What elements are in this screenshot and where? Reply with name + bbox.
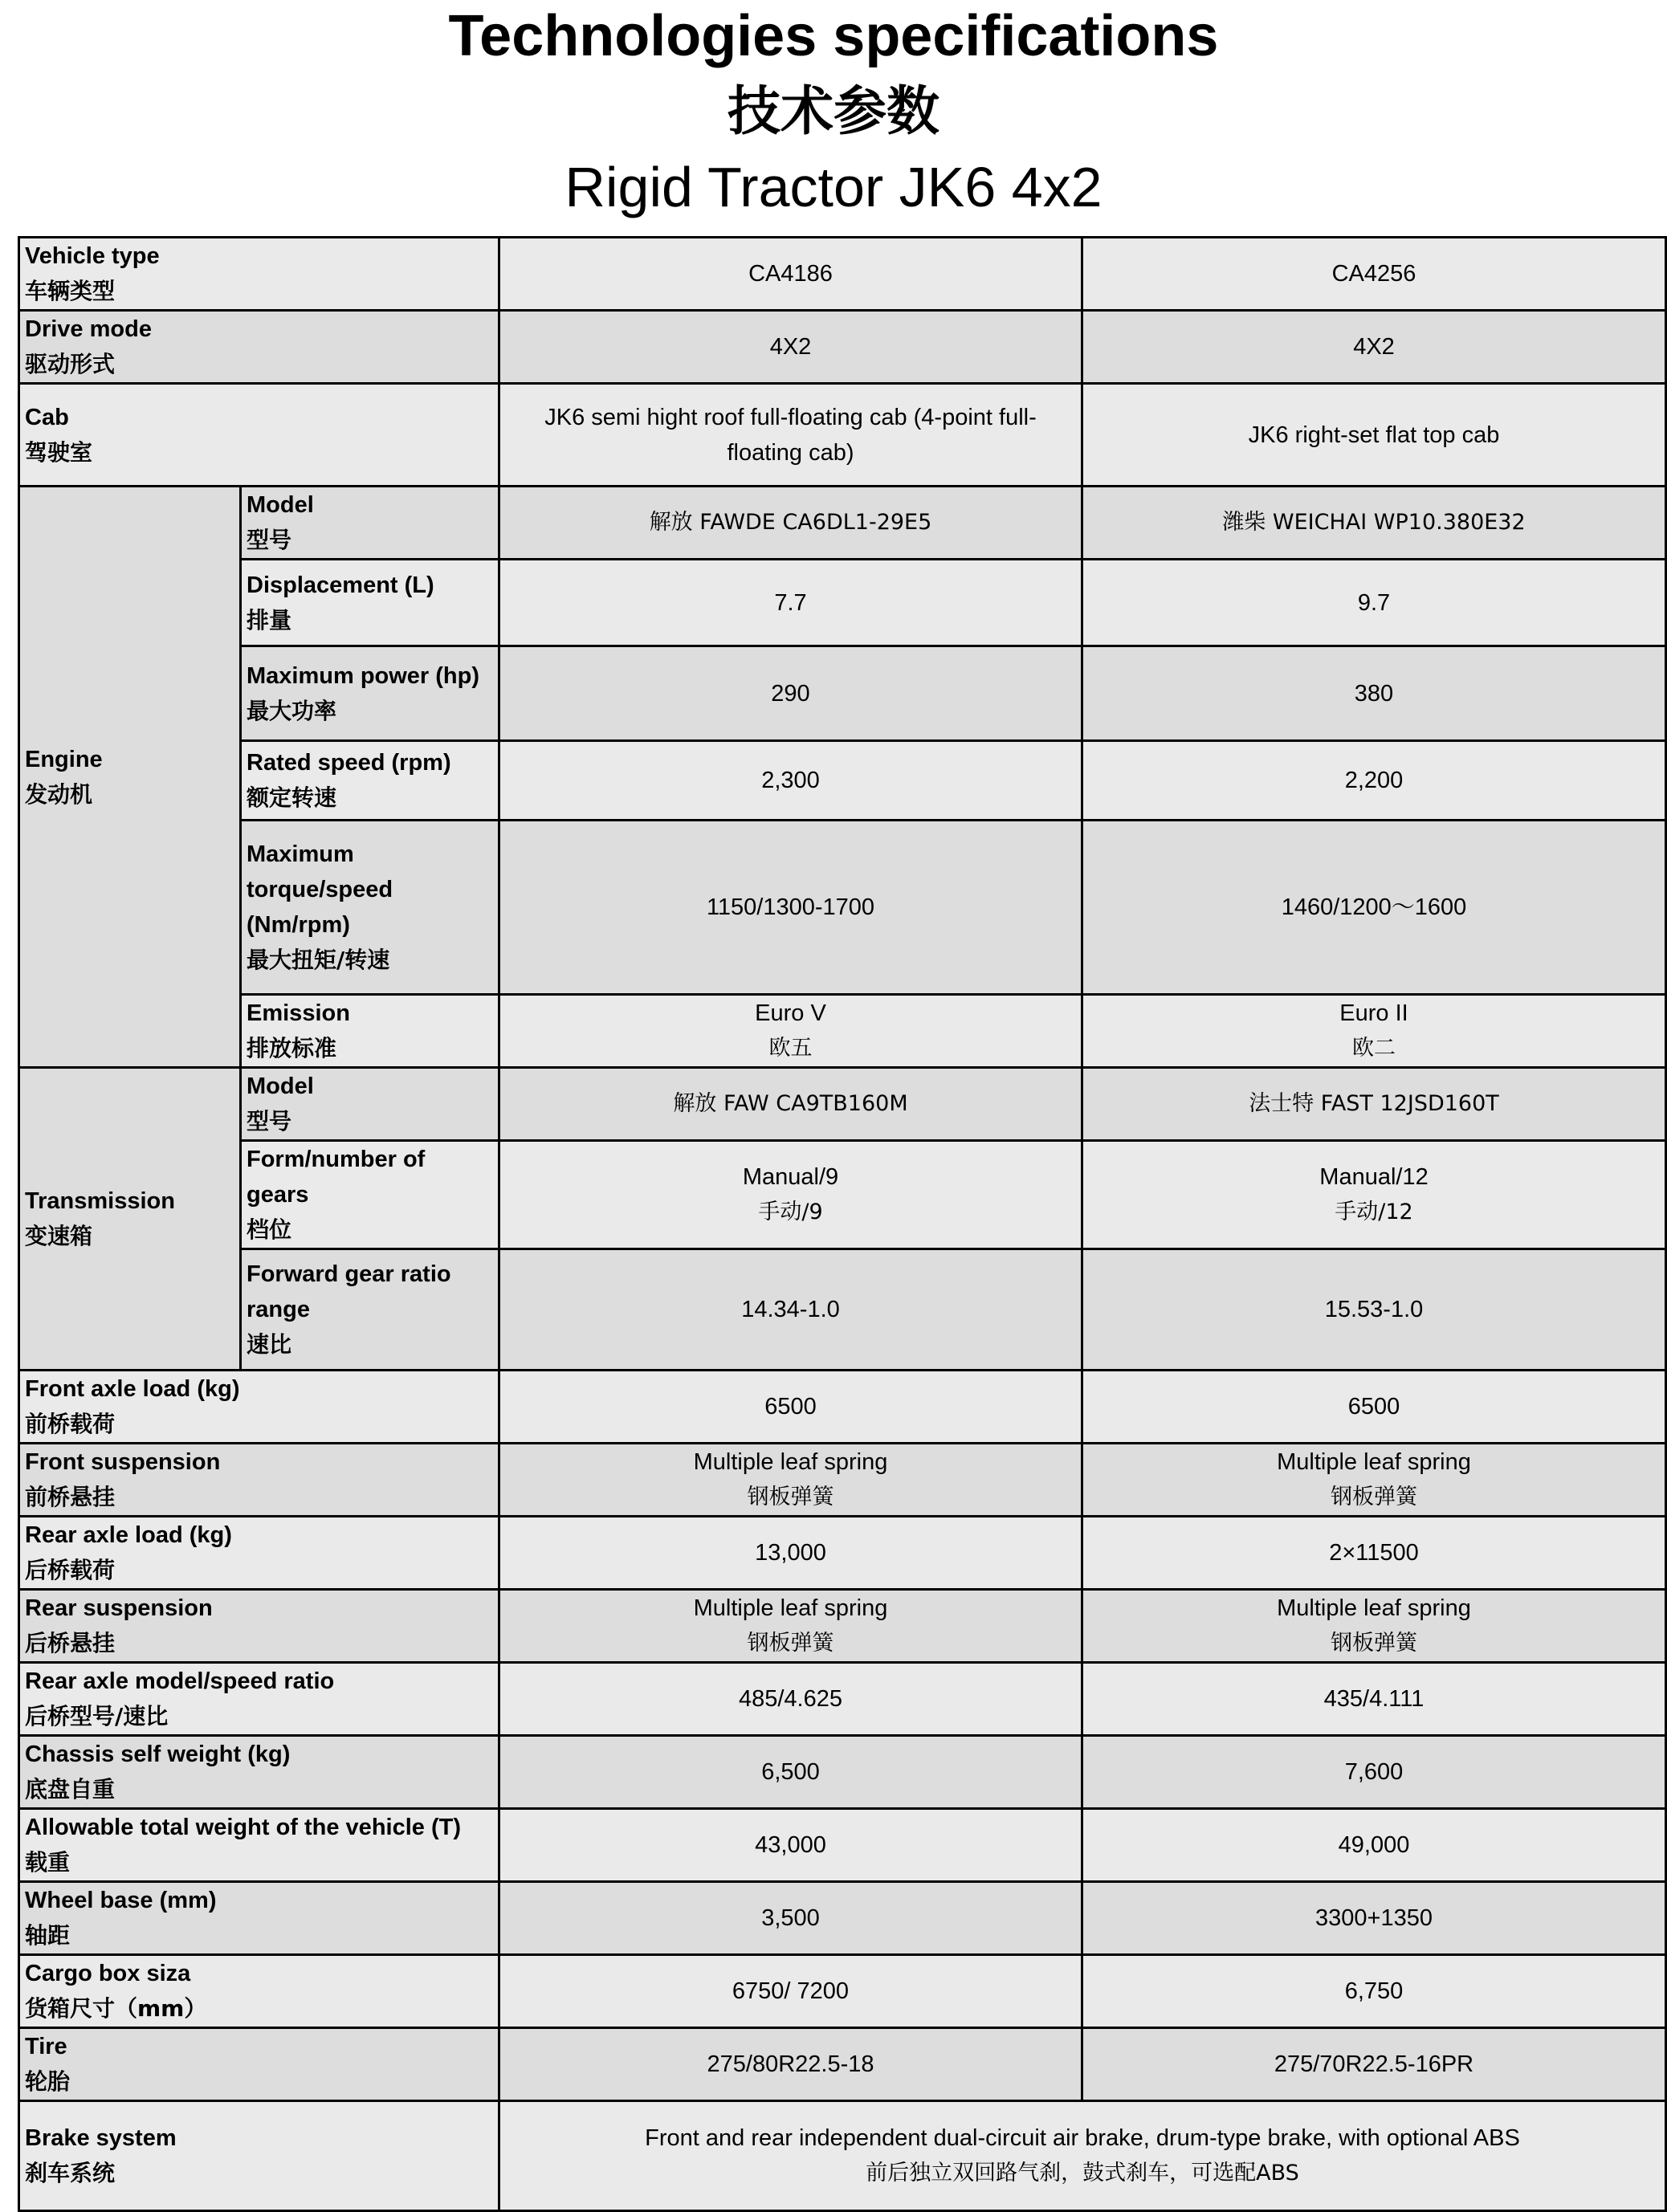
- table-row: [19, 995, 1666, 1068]
- spec-value: [499, 1371, 1082, 1444]
- spec-label-cn: 最大功率: [247, 697, 337, 724]
- spec-label-en: Maximum power (hp): [247, 662, 480, 689]
- spec-label-en: Vehicle type: [25, 243, 160, 269]
- table-row: [19, 238, 1666, 311]
- spec-value-line: 290: [771, 680, 810, 707]
- spec-value: [1082, 995, 1666, 1068]
- spec-label: [241, 487, 499, 560]
- spec-value: [1082, 1444, 1666, 1517]
- spec-value-line: 钢板弹簧: [747, 1631, 834, 1656]
- spec-value-line: JK6 right-set flat top cab: [1248, 422, 1500, 448]
- spec-value-line: 15.53-1.0: [1324, 1297, 1424, 1322]
- spec-value-line: 手动/9: [758, 1200, 823, 1224]
- spec-value: [1082, 1249, 1666, 1371]
- table-row: [19, 560, 1666, 646]
- table-row: [19, 1882, 1666, 1955]
- spec-label: [241, 821, 499, 995]
- table-row: [19, 821, 1666, 995]
- spec-label-en: Front axle load (kg): [25, 1376, 240, 1402]
- spec-value: [1082, 741, 1666, 821]
- spec-value-line: floating cab): [727, 439, 854, 466]
- group-label-en: Transmission: [25, 1188, 175, 1214]
- spec-label-en: Allowable total weight of the vehicle (T): [25, 1815, 461, 1840]
- spec-value: [1082, 1517, 1666, 1590]
- page-title: Technologies specifications: [448, 4, 1219, 68]
- spec-value-line: 6,500: [761, 1759, 820, 1785]
- spec-value-line: Multiple leaf spring: [1277, 1449, 1471, 1475]
- spec-label-cn: 前桥悬挂: [25, 1484, 116, 1510]
- spec-label: [19, 1736, 499, 1809]
- spec-label-en: Model: [247, 1073, 314, 1099]
- spec-value-line: 4X2: [769, 334, 812, 360]
- spec-label-cn: 型号: [247, 1108, 292, 1135]
- spec-value-line: 1150/1300-1700: [706, 894, 875, 920]
- spec-label-cn: 驱动形式: [25, 351, 116, 377]
- spec-label: [19, 1663, 499, 1736]
- spec-value-line: 潍柴 WEICHAI WP10.380E32: [1222, 510, 1526, 535]
- spec-label-cn: 货箱尺寸（mm）: [25, 1995, 207, 2022]
- spec-value: [499, 487, 1082, 560]
- spec-value-line: 钢板弹簧: [747, 1485, 834, 1509]
- spec-value: [499, 1517, 1082, 1590]
- spec-value: [499, 1882, 1082, 1955]
- group-label-en: Engine: [25, 746, 103, 772]
- spec-label: [19, 238, 499, 311]
- spec-value: [1082, 1736, 1666, 1809]
- spec-label-cn: 排放标准: [247, 1035, 337, 1061]
- spec-label-cn: 后桥型号/速比: [25, 1703, 169, 1729]
- spec-value-line: Multiple leaf spring: [693, 1449, 888, 1475]
- spec-value: [499, 1809, 1082, 1882]
- spec-value: [1082, 1663, 1666, 1736]
- spec-value-line: CA4186: [748, 261, 833, 287]
- spec-label: [19, 1517, 499, 1590]
- spec-label-en: Cab: [25, 404, 69, 430]
- spec-value-line: 43,000: [755, 1832, 826, 1858]
- table-row: [19, 1663, 1666, 1736]
- spec-label: [19, 1371, 499, 1444]
- spec-value-line: 13,000: [755, 1540, 826, 1566]
- spec-value: [499, 311, 1082, 384]
- spec-label-cn: 后桥悬挂: [25, 1630, 116, 1656]
- spec-value: [499, 1068, 1082, 1141]
- spec-value: [499, 741, 1082, 821]
- table-row: [19, 2028, 1666, 2101]
- spec-value-line: 钢板弹簧: [1331, 1631, 1417, 1656]
- spec-value-line: Front and rear independent dual-circuit air brake, drum-type brake, with optional ABS: [645, 2125, 1520, 2151]
- table-row: [19, 741, 1666, 821]
- spec-value-line: 欧五: [768, 1036, 813, 1061]
- spec-label: [19, 1882, 499, 1955]
- spec-label: [19, 2028, 499, 2101]
- spec-value-line: JK6 semi hight roof full-floating cab (4-point full-: [544, 404, 1037, 430]
- spec-value: [499, 1249, 1082, 1371]
- spec-value-line: Euro II: [1339, 1000, 1408, 1026]
- spec-label-en: Cargo box siza: [25, 1961, 191, 1986]
- spec-value-line: 485/4.625: [738, 1686, 842, 1712]
- spec-value: [499, 560, 1082, 646]
- spec-value-line: 法士特 FAST 12JSD160T: [1249, 1091, 1499, 1116]
- spec-value: [1082, 487, 1666, 560]
- spec-label: [241, 1141, 499, 1249]
- spec-label-en: Displacement (L): [247, 572, 434, 598]
- spec-value: [1082, 238, 1666, 311]
- spec-value: [499, 1663, 1082, 1736]
- spec-label-cn: 轴距: [25, 1922, 71, 1949]
- spec-value-line: Multiple leaf spring: [693, 1595, 888, 1621]
- table-row: [19, 384, 1666, 487]
- table-row: [19, 1371, 1666, 1444]
- spec-value-line: Manual/12: [1319, 1164, 1429, 1190]
- spec-value: [1082, 821, 1666, 995]
- spec-value: [499, 1590, 1082, 1663]
- group-label-engine: [19, 487, 241, 1068]
- spec-label-cn: 后桥载荷: [25, 1557, 116, 1583]
- spec-label-en: Brake system: [25, 2125, 177, 2151]
- spec-label: [19, 384, 499, 487]
- spec-label-en: Rated speed (rpm): [247, 750, 451, 776]
- spec-value: [1082, 2028, 1666, 2101]
- spec-value: [1082, 646, 1666, 741]
- spec-label-en: Chassis self weight (kg): [25, 1741, 291, 1767]
- spec-label-en: Tire: [25, 2034, 67, 2059]
- table-row: [19, 1809, 1666, 1882]
- spec-label-cn: 速比: [247, 1331, 292, 1358]
- spec-value: [499, 384, 1082, 487]
- page-title-cn: 技术参数: [728, 80, 939, 142]
- spec-value: [1082, 560, 1666, 646]
- spec-label: [19, 1955, 499, 2028]
- spec-label: [241, 560, 499, 646]
- table-row: [19, 1249, 1666, 1371]
- spec-value-line: 2×11500: [1329, 1540, 1419, 1566]
- spec-label-en: Forward gear ratio range: [247, 1261, 451, 1322]
- spec-label-cn: 车辆类型: [25, 278, 116, 304]
- spec-label-cn: 型号: [247, 527, 292, 553]
- spec-value-line: Multiple leaf spring: [1277, 1595, 1471, 1621]
- spec-value-line: 275/80R22.5-18: [707, 2051, 874, 2077]
- spec-value: [499, 995, 1082, 1068]
- spec-label-cn: 额定转速: [247, 784, 337, 811]
- spec-value-line: 3,500: [761, 1905, 820, 1931]
- spec-label-en: Emission: [247, 1000, 350, 1026]
- table-row: [19, 1736, 1666, 1809]
- table-row: [19, 1444, 1666, 1517]
- spec-label-cn: 排量: [247, 606, 292, 633]
- spec-value: [499, 2028, 1082, 2101]
- spec-label-en: Rear suspension: [25, 1595, 213, 1621]
- spec-label-en: Drive mode: [25, 316, 152, 342]
- spec-value: [499, 1955, 1082, 2028]
- spec-value-line: Euro V: [755, 1000, 826, 1026]
- spec-label-cn: 档位: [247, 1216, 292, 1243]
- spec-label-cn: 前桥载荷: [25, 1411, 116, 1437]
- spec-value-line: 6,750: [1344, 1978, 1404, 2004]
- spec-value-line: 钢板弹簧: [1331, 1485, 1417, 1509]
- spec-value-line: 6750/ 7200: [732, 1978, 850, 2004]
- spec-value: [1082, 384, 1666, 487]
- spec-value-line: 前后独立双回路气刹，鼓式刹车，可选配ABS: [866, 2161, 1299, 2186]
- table-row: [19, 646, 1666, 741]
- table-row: [19, 1068, 1666, 1141]
- table-row: [19, 1141, 1666, 1249]
- group-label-cn: 发动机: [25, 780, 93, 808]
- spec-label: [241, 1068, 499, 1141]
- spec-value-line: 3300+1350: [1315, 1905, 1433, 1931]
- spec-value-line: 欧二: [1352, 1036, 1396, 1061]
- spec-value-line: 380: [1354, 680, 1394, 707]
- spec-label-cn: 最大扭矩/转速: [247, 947, 390, 973]
- spec-label-en: Front suspension: [25, 1449, 221, 1475]
- spec-value-line: 7.7: [774, 589, 807, 616]
- spec-value: [499, 1736, 1082, 1809]
- spec-label: [19, 1590, 499, 1663]
- spec-value: [499, 646, 1082, 741]
- spec-value: [1082, 1068, 1666, 1141]
- spec-value: [499, 1141, 1082, 1249]
- spec-label-en: Maximum torque/speed (Nm/rpm): [247, 841, 393, 938]
- spec-value: [1082, 1141, 1666, 1249]
- spec-value: [499, 2101, 1666, 2211]
- spec-value-line: 2,300: [761, 768, 820, 793]
- table-row: [19, 1955, 1666, 2028]
- spec-value-line: 解放 FAWDE CA6DL1-29E5: [649, 510, 932, 535]
- spec-value-line: 解放 FAW CA9TB160M: [673, 1091, 908, 1116]
- spec-value-line: 6500: [1347, 1394, 1400, 1420]
- spec-label: [241, 995, 499, 1068]
- table-row: [19, 487, 1666, 560]
- spec-label-en: Rear axle load (kg): [25, 1522, 232, 1548]
- spec-value: [499, 1444, 1082, 1517]
- spec-value: [1082, 1882, 1666, 1955]
- spec-value-line: 1460/1200～1600: [1281, 894, 1467, 920]
- spec-value: [1082, 1955, 1666, 2028]
- spec-table-body: [19, 238, 1666, 2211]
- spec-label: [19, 1809, 499, 1882]
- spec-label-en: Wheel base (mm): [25, 1888, 217, 1913]
- spec-label-en: Form/number of gears: [247, 1147, 426, 1208]
- group-label-transmission: [19, 1068, 241, 1371]
- spec-label-en: Model: [247, 492, 314, 518]
- spec-label-en: Rear axle model/speed ratio: [25, 1668, 335, 1694]
- spec-label: [19, 2101, 499, 2211]
- page-subtitle: Rigid Tractor JK6 4x2: [564, 156, 1103, 218]
- spec-value-line: 14.34-1.0: [741, 1297, 840, 1322]
- spec-value-line: Manual/9: [742, 1164, 839, 1190]
- spec-value: [1082, 311, 1666, 384]
- spec-label-cn: 驾驶室: [25, 438, 93, 466]
- spec-value: [499, 238, 1082, 311]
- spec-value-line: 2,200: [1344, 768, 1404, 793]
- spec-value-line: 4X2: [1353, 334, 1395, 360]
- spec-value: [1082, 1590, 1666, 1663]
- spec-label-cn: 载重: [25, 1849, 71, 1876]
- spec-value-line: CA4256: [1331, 261, 1416, 287]
- spec-value-line: 49,000: [1338, 1832, 1410, 1858]
- table-row: [19, 2101, 1666, 2211]
- spec-value: [1082, 1371, 1666, 1444]
- spec-value: [1082, 1809, 1666, 1882]
- spec-value-line: 6500: [764, 1394, 817, 1420]
- spec-value-line: 435/4.111: [1323, 1686, 1424, 1712]
- spec-label-cn: 刹车系统: [25, 2160, 116, 2186]
- table-row: [19, 1590, 1666, 1663]
- spec-value-line: 7,600: [1344, 1759, 1404, 1785]
- spec-label: [241, 1249, 499, 1371]
- spec-value-line: 手动/12: [1335, 1200, 1413, 1224]
- spec-value: [499, 821, 1082, 995]
- group-label-cn: 变速箱: [25, 1223, 93, 1249]
- spec-table: [18, 236, 1667, 2212]
- spec-label-cn: 底盘自重: [25, 1776, 116, 1803]
- table-row: [19, 311, 1666, 384]
- spec-label-cn: 轮胎: [25, 2068, 71, 2095]
- spec-label: [241, 741, 499, 821]
- spec-label: [19, 1444, 499, 1517]
- spec-value-line: 275/70R22.5-16PR: [1274, 2051, 1474, 2077]
- table-row: [19, 1517, 1666, 1590]
- spec-label: [19, 311, 499, 384]
- spec-label: [241, 646, 499, 741]
- spec-value-line: 9.7: [1357, 589, 1391, 616]
